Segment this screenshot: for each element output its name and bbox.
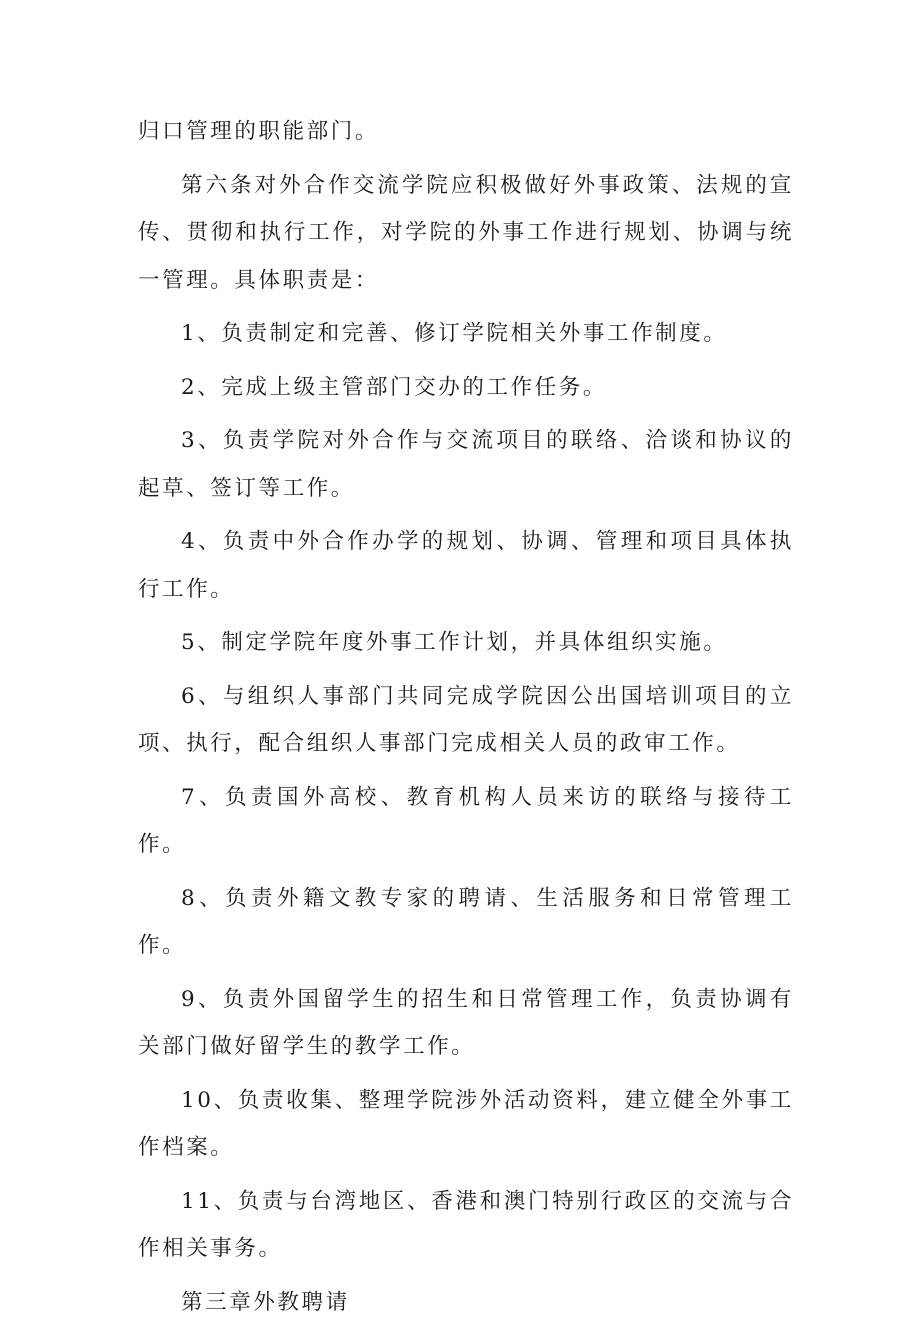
- duty-item-4: 4、负责中外合作办学的规划、协调、管理和项目具体执行工作。: [138, 529, 794, 602]
- chapter-heading: 第三章外教聘请: [181, 1289, 350, 1315]
- duty-item-3: 3、负责学院对外合作与交流项目的联络、洽谈和协议的起草、签订等工作。: [138, 428, 794, 501]
- duty-item-1: 1、负责制定和完善、修订学院相关外事工作制度。: [181, 321, 728, 346]
- duty-item-11: 11、负责与台湾地区、香港和澳门特别行政区的交流与合作相关事务。: [138, 1188, 794, 1261]
- duty-item-6: 6、与组织人事部门共同完成学院因公出国培训项目的立项、执行，配合组织人事部门完成相关人员的政审工作。: [138, 683, 794, 756]
- paragraph-continuation: 归口管理的职能部门。: [138, 119, 380, 144]
- duty-item-8: 8、负责外籍文教专家的聘请、生活服务和日常管理工作。: [138, 885, 794, 958]
- duty-item-2: 2、完成上级主管部门交办的工作任务。: [181, 374, 607, 400]
- article-six-paragraph: 第六条对外合作交流学院应积极做好外事政策、法规的宣传、贯彻和执行工作，对学院的外事工作进行规划、协调与统一管理。具体职责是：: [138, 172, 794, 293]
- duty-item-10: 10、负责收集、整理学院涉外活动资料，建立健全外事工作档案。: [138, 1087, 794, 1160]
- duty-item-9: 9、负责外国留学生的招生和日常管理工作，负责协调有关部门做好留学生的教学工作。: [138, 986, 794, 1059]
- duty-item-7: 7、负责国外高校、教育机构人员来访的联络与接待工作。: [138, 784, 794, 857]
- duty-item-5: 5、制定学院年度外事工作计划，并具体组织实施。: [181, 630, 728, 655]
- document-body: [138, 108, 794, 1332]
